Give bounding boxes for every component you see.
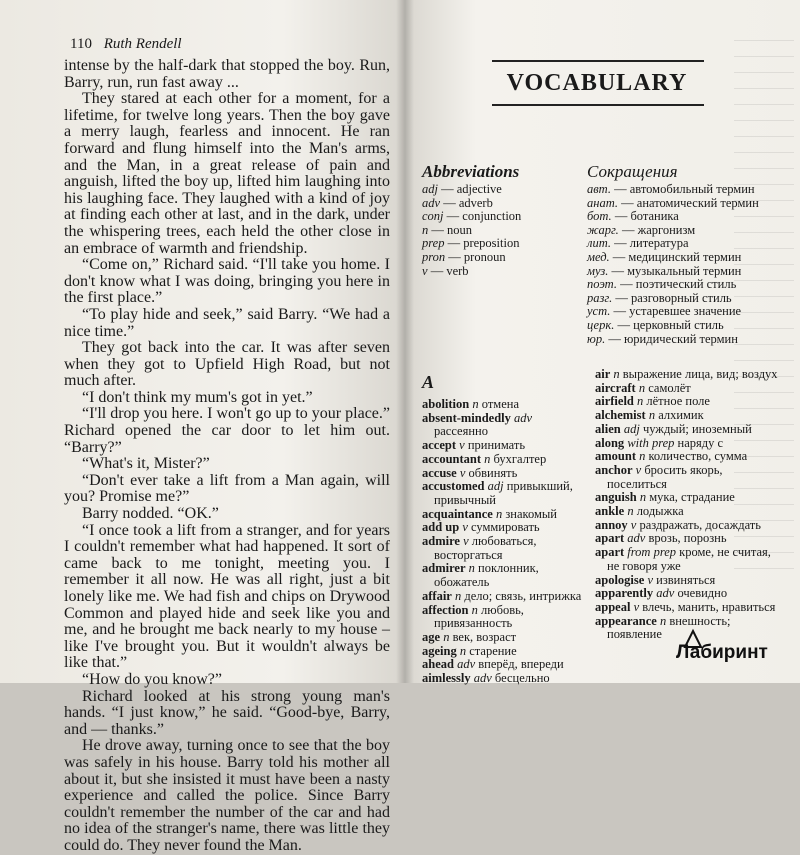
translation: самолёт: [648, 380, 691, 395]
part-of-speech: v: [462, 520, 468, 535]
abbreviation-key: adj: [422, 182, 438, 196]
abbreviation-item: лит. — литература: [587, 236, 689, 251]
part-of-speech: adv: [656, 586, 675, 601]
vocabulary-entry: [595, 491, 783, 505]
vocabulary-entry: [595, 382, 783, 396]
translation: кроме, не считая, не говоря уже: [607, 545, 771, 573]
vocabulary-entry: [595, 587, 783, 601]
translation: дело; связь, интрижка: [464, 588, 582, 603]
abbreviation-item: бот. — ботаника: [587, 209, 679, 224]
headword: appeal: [595, 599, 631, 614]
vocabulary-entry: [422, 467, 587, 481]
abbreviation-key: prep: [422, 236, 445, 251]
vocabulary-entry: [422, 521, 587, 535]
abbreviation-item: поэт. — поэтический стиль: [587, 277, 737, 292]
paragraph: “To play hide and seek,” said Barry. “We had a nice time.”: [64, 305, 390, 340]
headword: alchemist: [595, 408, 646, 423]
abbreviation-key: разг.: [587, 290, 613, 305]
paragraph: “Don't ever take a lift from a Man again, will you? Promise me?”: [64, 471, 390, 506]
part-of-speech: n: [454, 588, 462, 603]
paragraph: They stared at each other for a moment, for a lifetime, for twelve long years. Then the boy gave a merry laugh, fearless and innocent. He ran forward and flung himself into the Man's arms, and the Man, in a great release of pain and anguish, lifted the boy up, lifted him laughing into his laughing face. They laughed with a kind of joy at finding each other at last, and in the dark, under the whispering trees, each held the other close in an embrace of warmth and friendship.: [64, 90, 390, 257]
translation: бесцельно: [494, 671, 550, 686]
translation: наряду с: [677, 435, 724, 450]
translation: внешность; появление: [607, 613, 731, 642]
translation: век, возраст: [452, 629, 517, 644]
headword: affair: [422, 588, 452, 603]
abbreviation-key: церк.: [587, 317, 615, 332]
headword: abolition: [422, 397, 470, 411]
abbreviation-meaning: жаргонизм: [637, 222, 696, 237]
abbreviation-meaning: устаревшее значение: [629, 304, 742, 319]
headword: anchor: [595, 462, 633, 477]
vocabulary-entry: [595, 395, 783, 409]
part-of-speech: v: [459, 438, 465, 453]
translation: вперёд, впереди: [478, 657, 564, 672]
abbreviation-item: муз. — музыкальный термин: [587, 263, 742, 278]
headword: apparently: [595, 586, 654, 601]
dictionary-column-2: [595, 368, 783, 642]
part-of-speech: v: [635, 462, 642, 477]
vocabulary-entry: [595, 505, 783, 519]
translation: привыкший, привычный: [434, 479, 573, 507]
part-of-speech: adj: [487, 479, 504, 494]
vocabulary-entry: [422, 645, 587, 659]
abbreviation-meaning: pronoun: [463, 249, 506, 264]
abbreviation-item: мед. — медицинский термин: [587, 249, 742, 264]
paragraph: intense by the half-dark that stopped the boy. Run, Barry, run, run fast away ...: [64, 57, 390, 91]
part-of-speech: n: [627, 504, 634, 519]
translation: рассеянно: [434, 424, 488, 439]
abbreviation-item: n — noun: [422, 222, 472, 237]
vocabulary-entry: [595, 601, 783, 615]
vocabulary-entry: [422, 398, 587, 412]
abbreviation-meaning: литература: [629, 236, 689, 251]
translation: суммировать: [471, 520, 540, 535]
abbreviation-item: анат. — анатомический термин: [587, 195, 759, 210]
translation: лодыжка: [636, 504, 684, 519]
paragraph: “I'll drop you here. I won't go up to your place.” Richard opened the car door to let him out. “Barry?”: [64, 405, 390, 456]
paragraph: They got back into the car. It was after seven when they got to Upfield High Road, but not much after.: [64, 339, 390, 390]
vocabulary-entry: [595, 532, 783, 546]
abbreviation-meaning: noun: [447, 222, 472, 237]
abbreviation-key: уст.: [587, 304, 611, 319]
paragraph: Barry nodded. “OK.”: [82, 505, 219, 523]
headword: appearance: [595, 613, 657, 628]
abbreviation-meaning: музыкальный термин: [627, 263, 742, 278]
abbreviation-meaning: разговорный стиль: [630, 290, 732, 305]
part-of-speech: n: [472, 397, 479, 411]
author-name: Ruth Rendell: [103, 36, 182, 52]
headword: annoy: [595, 517, 628, 532]
abbreviation-key: v: [422, 263, 428, 278]
part-of-speech: n: [637, 394, 644, 409]
dictionary-column-1: [422, 398, 587, 686]
part-of-speech: n: [639, 490, 647, 505]
translation: алхимик: [658, 408, 704, 423]
paragraph: He drove away, turning once to see that the boy was safely in his house. Barry told his mother all about it, but she insisted it must have been a nasty experience and called the police. Since Barry couldn't remember the number of the car and had no idea of the stranger's name, there was little they could do. They never found the Man.: [64, 737, 390, 854]
abbreviation-key: авт.: [587, 182, 611, 196]
part-of-speech: adv: [473, 671, 492, 686]
paragraph: “I don't think my mum's got in yet.”: [82, 388, 313, 406]
abbreviation-meaning: conjunction: [462, 209, 522, 224]
abbreviation-item: pron — pronoun: [422, 249, 506, 264]
headword: add up: [422, 520, 460, 535]
headword: aircraft: [595, 380, 636, 395]
labirint-logo: Лабиринт: [676, 642, 768, 663]
translation: принимать: [467, 438, 526, 453]
headword: alien: [595, 421, 621, 436]
headword: accountant: [422, 451, 482, 466]
headword: apart: [595, 531, 625, 546]
translation: раздражать, досаждать: [639, 517, 761, 532]
abbreviation-meaning: adverb: [458, 195, 493, 210]
abbreviation-item: adv — adverb: [422, 195, 493, 210]
part-of-speech: n: [648, 408, 656, 423]
headword: ankle: [595, 504, 625, 519]
abbreviation-key: conj: [422, 209, 444, 224]
abbreviation-item: авт. — автомобильный термин: [587, 182, 755, 196]
translation: обвинять: [468, 465, 518, 480]
headword: amount: [595, 449, 636, 464]
translation: любовь, привязанность: [434, 602, 524, 631]
abbreviation-key: поэт.: [587, 277, 617, 292]
headword: accept: [422, 438, 457, 453]
headword: admire: [422, 534, 460, 549]
abbreviation-meaning: ботаника: [630, 209, 679, 224]
abbreviation-key: муз.: [587, 263, 609, 278]
abbreviations-list: [422, 183, 521, 278]
vocabulary-entry: [422, 604, 587, 631]
vocabulary-entry: [595, 423, 783, 437]
abbreviation-item: v — verb: [422, 263, 469, 278]
book-gutter: [396, 0, 414, 683]
vocabulary-entry: [422, 590, 587, 604]
vocabulary-entry: [422, 508, 587, 522]
paragraph: “I once took a lift from a stranger, and for years I couldn't remember what had happened. It sort of came back to me tonight, meeting you. I remember it all now. He was all right, just a bit lonely like me. We had fish and chips on Drywood Common and played hide and seek like you and me, and he brought me back nearly to my house – like I've brought you. But it wouldn't always be like that.”: [64, 521, 390, 672]
story-text: [64, 58, 390, 855]
headword: ageing: [422, 643, 457, 658]
part-of-speech: v: [633, 599, 640, 614]
part-of-speech: n: [639, 449, 646, 464]
vocabulary-entry: [595, 409, 783, 423]
vocabulary-entry: [595, 437, 783, 451]
abbreviation-item: conj — conjunction: [422, 209, 522, 224]
headword: accustomed: [422, 479, 485, 494]
paragraph: “What's it, Mister?”: [82, 455, 210, 473]
vocabulary-entry: [422, 439, 587, 453]
headword: absent-mindedly: [422, 410, 511, 425]
part-of-speech: n: [459, 643, 467, 658]
translation: лётное поле: [646, 394, 710, 409]
abbreviation-item: юр. — юридический термин: [587, 331, 738, 346]
russian-abbreviations-list: [587, 183, 759, 346]
abbreviation-meaning: автомобильный термин: [629, 182, 755, 196]
abbreviation-meaning: церковный стиль: [633, 317, 724, 332]
translation: бухгалтер: [493, 451, 547, 466]
abbreviation-meaning: анатомический термин: [636, 195, 759, 210]
abbreviations-heading: Abbreviations: [422, 162, 520, 181]
paragraph: Richard looked at his strong young man's hands. “I just know,” he said. “Good-bye, Barry, and — thanks.”: [64, 687, 390, 738]
translation: отмена: [481, 397, 519, 411]
abbreviation-meaning: поэтический стиль: [635, 277, 737, 292]
vocabulary-entry: [595, 368, 783, 382]
headword: age: [422, 629, 441, 644]
vocabulary-entry: [595, 464, 783, 491]
paragraph: “How do you know?”: [82, 670, 222, 688]
section-letter: A: [422, 372, 435, 392]
part-of-speech: v: [630, 517, 637, 532]
headword: aimlessly: [422, 671, 471, 686]
abbreviation-item: adj — adjective: [422, 182, 502, 196]
vocabulary-entry: [422, 453, 587, 467]
right-page: [405, 0, 800, 686]
part-of-speech: n: [638, 380, 646, 395]
headword: admirer: [422, 561, 466, 576]
headword: airfield: [595, 394, 634, 409]
abbreviation-meaning: preposition: [463, 236, 520, 251]
part-of-speech: n: [484, 451, 491, 466]
abbreviation-item: уст. — устаревшее значение: [587, 304, 742, 319]
headword: affection: [422, 602, 469, 617]
part-of-speech: with prep: [627, 435, 675, 450]
part-of-speech: n: [468, 561, 475, 576]
translation: поклонник, обожатель: [434, 561, 539, 590]
part-of-speech: adv: [627, 531, 646, 546]
vocabulary-entry: [422, 480, 587, 507]
abbreviation-meaning: медицинский термин: [628, 249, 742, 264]
vocabulary-entry: [422, 562, 587, 589]
headword: apart: [595, 545, 625, 560]
headword: ahead: [422, 657, 454, 672]
abbreviation-key: n: [422, 222, 429, 237]
part-of-speech: n: [659, 613, 667, 628]
part-of-speech: from prep: [627, 545, 677, 560]
vocabulary-entry: [595, 546, 783, 573]
vocabulary-entry: [422, 631, 587, 645]
title-rule-top: [492, 60, 704, 62]
abbreviation-item: жарг. — жаргонизм: [587, 222, 696, 237]
headword: anguish: [595, 490, 637, 505]
headword: acquaintance: [422, 506, 493, 521]
translation: количество, сумма: [648, 449, 748, 464]
vocabulary-entry: [422, 672, 587, 686]
translation: очевидно: [677, 586, 728, 601]
translation: мука, страдание: [649, 490, 735, 505]
translation: врозь, порознь: [648, 531, 727, 546]
abbreviation-key: юр.: [587, 331, 606, 346]
russian-abbreviations-heading: Сокращения: [587, 162, 678, 181]
part-of-speech: n: [471, 602, 478, 617]
vocabulary-entry: [422, 535, 587, 562]
translation: влечь, манить, нравиться: [642, 599, 776, 614]
abbreviation-key: adv: [422, 195, 441, 210]
running-head: [70, 36, 182, 53]
title-rule-bottom: [492, 104, 704, 106]
part-of-speech: adj: [623, 421, 640, 436]
part-of-speech: adv: [514, 410, 533, 425]
headword: along: [595, 435, 625, 450]
headword: air: [595, 367, 611, 381]
abbreviation-meaning: adjective: [456, 182, 502, 196]
vocabulary-title: VOCABULARY: [506, 70, 688, 96]
part-of-speech: n: [443, 629, 450, 644]
headword: apologise: [595, 572, 645, 587]
paragraph: “Come on,” Richard said. “I'll take you home. I don't know what I was doing, bringing you here in the first place.”: [64, 256, 390, 307]
part-of-speech: v: [459, 465, 466, 480]
abbreviation-meaning: юридический термин: [623, 331, 738, 346]
abbreviation-meaning: verb: [446, 263, 469, 278]
vocabulary-entry: [595, 574, 783, 588]
translation: любоваться, восторгаться: [434, 534, 537, 562]
abbreviation-item: разг. — разговорный стиль: [587, 290, 732, 305]
abbreviation-key: мед.: [587, 249, 610, 264]
abbreviation-key: лит.: [587, 236, 612, 251]
abbreviation-key: pron: [422, 249, 446, 264]
vocabulary-entry: [422, 412, 587, 439]
part-of-speech: n: [495, 506, 503, 521]
vocabulary-entry: [595, 450, 783, 464]
part-of-speech: v: [463, 534, 469, 549]
part-of-speech: n: [613, 367, 620, 381]
page-number: 110: [70, 36, 92, 52]
abbreviation-key: жарг.: [587, 222, 619, 237]
translation: чуждый; иноземный: [642, 421, 752, 436]
part-of-speech: v: [647, 572, 653, 587]
vocabulary-entry: [422, 658, 587, 672]
translation: извиняться: [656, 572, 716, 587]
vocabulary-entry: [595, 519, 783, 533]
abbreviation-key: анат.: [587, 195, 619, 210]
headword: accuse: [422, 465, 457, 480]
abbreviation-item: церк. — церковный стиль: [587, 317, 724, 332]
part-of-speech: adv: [457, 657, 476, 672]
abbreviation-key: бот.: [587, 209, 612, 224]
translation: бросить якорь, поселиться: [607, 462, 723, 491]
abbreviation-item: prep — preposition: [422, 236, 520, 251]
translation: знакомый: [505, 506, 557, 521]
translation: выражение лица, вид; воздух: [622, 367, 778, 381]
translation: старение: [469, 643, 517, 658]
